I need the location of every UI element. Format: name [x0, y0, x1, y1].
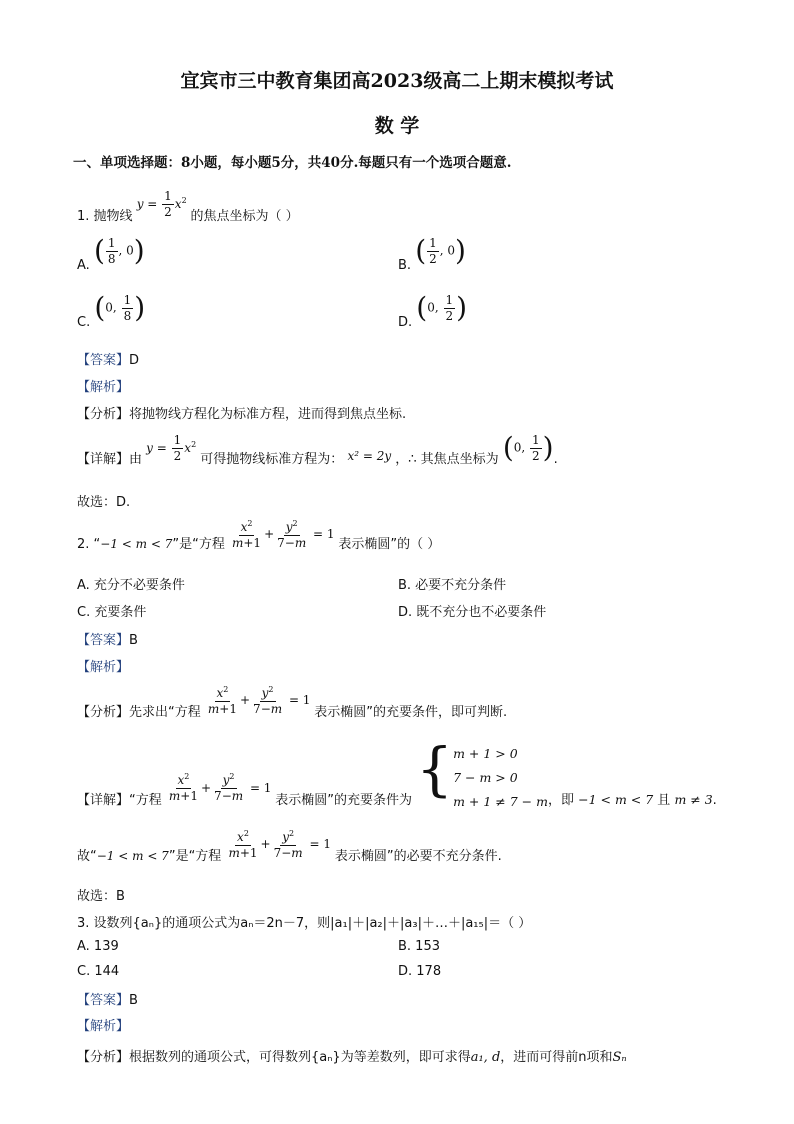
q1-option-d[interactable]: D. (0, $\frac{1}{2}$ ) — [398, 291, 468, 330]
q3-analysis-tag: 【解析】 — [77, 1019, 130, 1034]
q2-answer — [77, 629, 138, 648]
answer-tag: 【答案】 — [77, 993, 130, 1008]
page-subtitle: 数 学 — [374, 115, 420, 137]
q2-sys1: m + 1 > 0 — [453, 746, 518, 761]
q2-xj-and: 且 — [653, 792, 675, 808]
q3-option-c[interactable]: C. 144 — [77, 964, 120, 979]
q2-gu-cond: −1 < m < 7 — [96, 849, 169, 864]
section-heading: 一、单项选择题：8小题，每小题5分，共40分.每题只有一个选项合题意. — [73, 155, 512, 171]
q1-xj1: 由 — [129, 451, 143, 467]
q2-option-d[interactable]: D. 既不充分也不必要条件 — [398, 605, 547, 620]
q2-conclusion: 故选：B — [77, 889, 125, 904]
q3-option-d[interactable]: D. 178 — [398, 964, 442, 979]
q2-gu: 故“−1 < m < 7”是“方程 $\frac{x^2}{m+1}$ + $\frac{y^2}{7-m}$ = 1 表示椭圆”的必要不充分条件. — [77, 829, 502, 865]
q3-option-b[interactable]: B. 153 — [398, 939, 440, 954]
q2-xj-pre: “方程 — [129, 792, 162, 808]
q2-sys2: 7 − m > 0 — [453, 770, 518, 785]
xiangjie-tag: 【详解】 — [77, 451, 130, 467]
q2-gu-mid: ”是“方程 — [168, 849, 222, 865]
q1-option-a-label: A. — [77, 257, 90, 273]
q2-xj-dot: . — [712, 792, 717, 808]
q2-mid: ”是“方程 — [172, 537, 225, 553]
q2-xj-cond: −1 < m < 7 — [578, 791, 654, 807]
q2-post: 表示椭圆”的（ ） — [338, 537, 441, 553]
q2-option-a[interactable]: A. 充分不必要条件 — [77, 578, 185, 593]
q2-stem — [77, 519, 441, 553]
q1-option-a[interactable]: A. ( $\frac{1}{8}$ , 0) — [77, 234, 145, 273]
answer-value: B — [129, 993, 138, 1008]
q1-option-c[interactable]: C. (0, $\frac{1}{8}$ ) — [77, 291, 146, 330]
q1-conclusion: 故选：D. — [77, 495, 131, 510]
fenxi-tag: 【分析】 — [77, 705, 130, 721]
q2-num: 2. “ — [77, 537, 101, 553]
q2-sys3: m + 1 ≠ 7 − m — [453, 794, 548, 809]
page-title: 宜宾市三中教育集团高2023级高二上期末模拟考试 — [180, 70, 614, 92]
q3-fenxi-post: ，进而可得前n项和 — [500, 1050, 613, 1065]
answer-value: B — [129, 633, 138, 648]
q1-option-b[interactable]: B. ( $\frac{1}{2}$ , 0) — [398, 234, 466, 273]
q2-gu-post: 表示椭圆”的必要不充分条件. — [334, 849, 502, 865]
q2-xj-mid: 表示椭圆”的充要条件为 — [275, 792, 413, 808]
q3-fenxi — [77, 1046, 627, 1065]
q1-fenxi — [77, 403, 406, 422]
q1-stem — [77, 189, 299, 224]
q2-option-c[interactable]: C. 充要条件 — [77, 605, 147, 620]
q2-xj-tail: ，即 — [547, 792, 579, 808]
q1-xj3: ，∴ 其焦点坐标为 — [395, 451, 499, 467]
q1-option-d-label: D. — [398, 314, 413, 330]
q2-fenxi-pre: 先求出“方程 — [129, 705, 201, 721]
q3-option-a[interactable]: A. 139 — [77, 939, 119, 954]
q1-option-c-label: C. — [77, 314, 91, 330]
answer-value: D — [129, 353, 140, 368]
q1-stem-post: 的焦点坐标为（ ） — [190, 208, 299, 224]
xiangjie-tag: 【详解】 — [77, 792, 130, 808]
q1-stem-pre: 1. 抛物线 — [77, 208, 133, 224]
q2-ellipse-eq: $\frac{x^2}{m+1}$ + $\frac{y^2}{7-m}$ = 1 — [231, 519, 335, 550]
q1-formula: y = $\frac{1}{2}$ $x^2$ — [136, 189, 187, 219]
q1-xj4: . — [553, 451, 558, 467]
q2-system: { m + 1 > 0 7 − m > 0 m + 1 ≠ 7 − m — [416, 742, 548, 814]
q3-answer — [77, 989, 138, 1008]
fenxi-tag: 【分析】 — [77, 1050, 130, 1065]
q2-fenxi-post: 表示椭圆”的充要条件，即可判断. — [314, 705, 508, 721]
q3-fenxi-vars: a₁, d — [470, 1050, 501, 1065]
fenxi-text: 将抛物线方程化为标准方程，进而得到焦点坐标. — [129, 407, 407, 422]
answer-tag: 【答案】 — [77, 353, 130, 368]
q3-fenxi-text: 根据数列的通项公式，可得数列{aₙ}为等差数列，即可求得 — [129, 1050, 471, 1065]
q2-xiangjie: 【详解】“方程 $\frac{x^2}{m+1}$ + $\frac{y^2}{7-m}$ = 1 表示椭圆”的充要条件为 { m + 1 > 0 7 − m > 0 m + 1 ≠ 7 − m ，即 −1 < m < 7 且 m ≠ 3. — [77, 742, 717, 814]
q3-stem: 3. 设数列{aₙ}的通项公式为aₙ＝2n－7，则|a₁|＋|a₂|＋|a₃|＋…＋|a₁₅|＝（ ） — [77, 916, 532, 931]
q2-analysis-tag: 【解析】 — [77, 660, 130, 675]
q1-frac: $\frac{1}{2}$ — [164, 189, 172, 219]
q2-xj-neq: m ≠ 3 — [674, 791, 713, 807]
q2-fenxi: 【分析】先求出“方程 $\frac{x^2}{m+1}$ + $\frac{y^2}{7-m}$ = 1 表示椭圆”的充要条件，即可判断. — [77, 685, 508, 721]
q1-xj2: 可得抛物线标准方程为： — [200, 451, 344, 467]
q2-option-b[interactable]: B. 必要不充分条件 — [398, 578, 507, 593]
q1-option-b-label: B. — [398, 257, 412, 273]
fenxi-tag: 【分析】 — [77, 407, 130, 422]
answer-tag: 【答案】 — [77, 633, 130, 648]
q1-analysis-tag: 【解析】 — [77, 380, 130, 395]
q3-fenxi-sn: Sₙ — [612, 1050, 627, 1065]
q1-xj-eq: x² = 2y — [347, 448, 392, 463]
q2-gu-pre: 故“ — [77, 849, 97, 865]
q2-cond: −1 < m < 7 — [100, 537, 173, 552]
q1-answer — [77, 349, 139, 368]
q1-xiangjie: 【详解】由 y = $\frac{1}{2}$ $x^2$ 可得抛物线标准方程为： x² = 2y ，∴ 其焦点坐标为 (0, $\frac{1}{2}$ ). — [77, 431, 558, 467]
